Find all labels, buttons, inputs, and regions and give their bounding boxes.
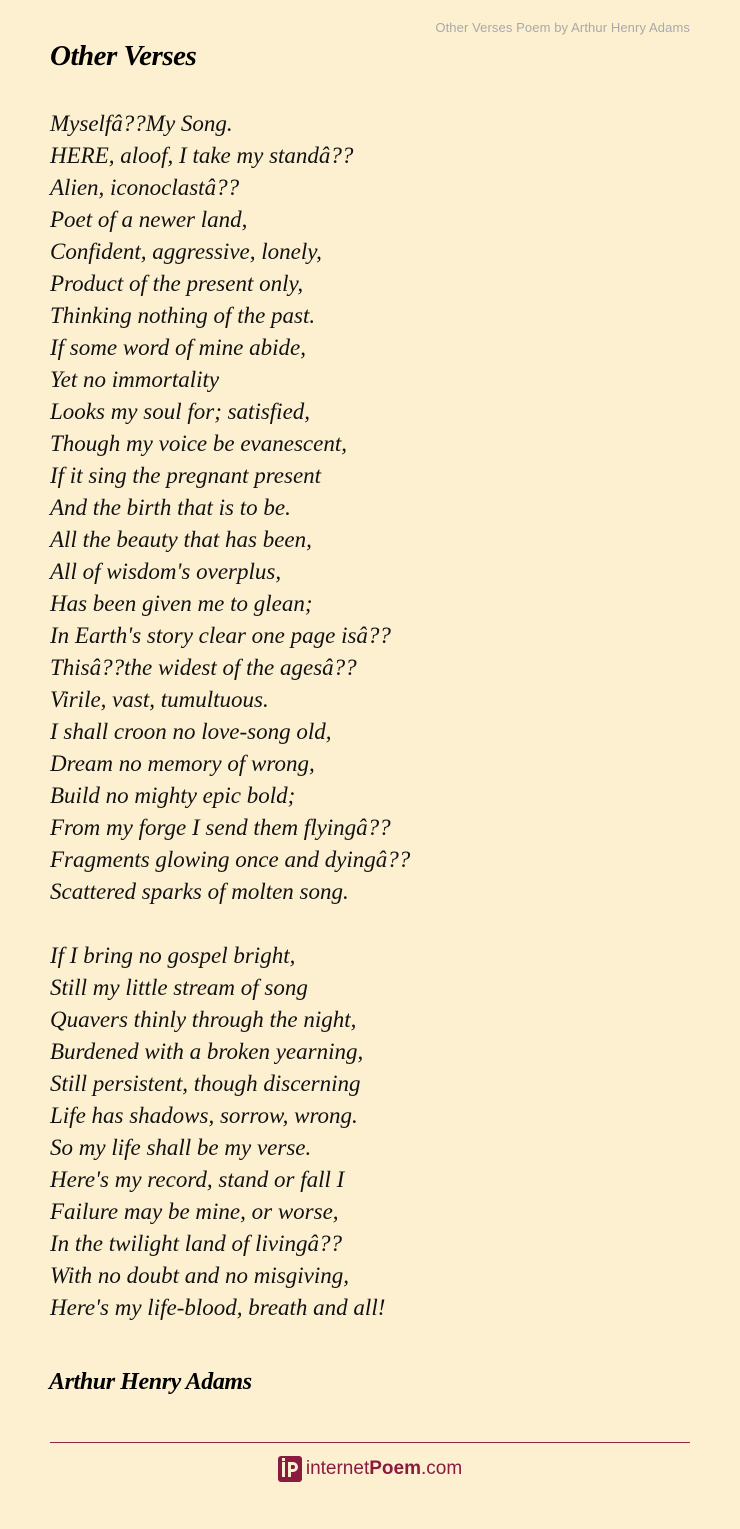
poem-line: If some word of mine abide, xyxy=(50,335,306,360)
brand-name-strong: Poem xyxy=(369,1458,421,1479)
poem-line: Burdened with a broken yearning, xyxy=(50,1039,364,1064)
poem-line: Thisâ??the widest of the agesâ?? xyxy=(50,655,357,680)
poem-line: Here's my record, stand or fall I xyxy=(50,1167,345,1192)
stanza xyxy=(50,940,690,1324)
poem-body xyxy=(50,108,690,1356)
poem-line: Myselfâ??My Song. xyxy=(50,111,233,136)
brand-name-prefix: internet xyxy=(305,1458,370,1479)
poem-line: Confident, aggressive, lonely, xyxy=(50,239,322,264)
stanza xyxy=(50,108,690,908)
poem-line: Dream no memory of wrong, xyxy=(50,751,315,776)
internetpoem-logo-icon xyxy=(278,1456,302,1482)
poem-line: Poet of a newer land, xyxy=(50,207,248,232)
poem-line: All of wisdom's overplus, xyxy=(50,559,282,584)
poem-line: Virile, vast, tumultuous. xyxy=(50,687,269,712)
poem-line: Product of the present only, xyxy=(50,271,304,296)
poem-line: All the beauty that has been, xyxy=(50,527,312,552)
poem-line: If I bring no gospel bright, xyxy=(50,943,296,968)
poem-line: Fragments glowing once and dyingâ?? xyxy=(50,847,411,872)
poem-line: Failure may be mine, or worse, xyxy=(50,1199,339,1224)
poem-line: Life has shadows, sorrow, wrong. xyxy=(50,1103,358,1128)
poem-line: From my forge I send them flyingâ?? xyxy=(50,815,391,840)
poem-line: Has been given me to glean; xyxy=(50,591,313,616)
poem-line: In Earth's story clear one page isâ?? xyxy=(50,623,391,648)
poem-line: With no doubt and no misgiving, xyxy=(50,1263,349,1288)
poem-line: Still persistent, though discerning xyxy=(50,1071,361,1096)
poem-line: Build no mighty epic bold; xyxy=(50,783,296,808)
poem-line: I shall croon no love-song old, xyxy=(50,719,332,744)
poem-line: Though my voice be evanescent, xyxy=(50,431,347,456)
poem-line: Still my little stream of song xyxy=(50,975,308,1000)
poem-author: Arthur Henry Adams xyxy=(49,1369,252,1395)
poem-line: Alien, iconoclastâ?? xyxy=(50,175,240,200)
brand-name-suffix: .com xyxy=(420,1458,463,1479)
poem-line: HERE, aloof, I take my standâ?? xyxy=(50,143,354,168)
poem-line: In the twilight land of livingâ?? xyxy=(50,1231,342,1256)
poem-line: Looks my soul for; satisfied, xyxy=(50,399,311,424)
poem-line: Thinking nothing of the past. xyxy=(50,303,316,328)
poem-title: Other Verses xyxy=(50,40,197,72)
poem-line: Here's my life-blood, breath and all! xyxy=(50,1295,386,1320)
poem-line: And the birth that is to be. xyxy=(50,495,291,520)
poem-line: Yet no immortality xyxy=(50,367,220,392)
brand-link[interactable] xyxy=(0,1454,740,1484)
footer-divider xyxy=(50,1442,690,1443)
poem-line: Quavers thinly through the night, xyxy=(50,1007,357,1032)
poem-line: Scattered sparks of molten song. xyxy=(50,879,349,904)
poem-line: So my life shall be my verse. xyxy=(50,1135,312,1160)
header-caption: Other Verses Poem by Arthur Henry Adams xyxy=(435,20,690,35)
poem-line: If it sing the pregnant present xyxy=(50,463,322,488)
